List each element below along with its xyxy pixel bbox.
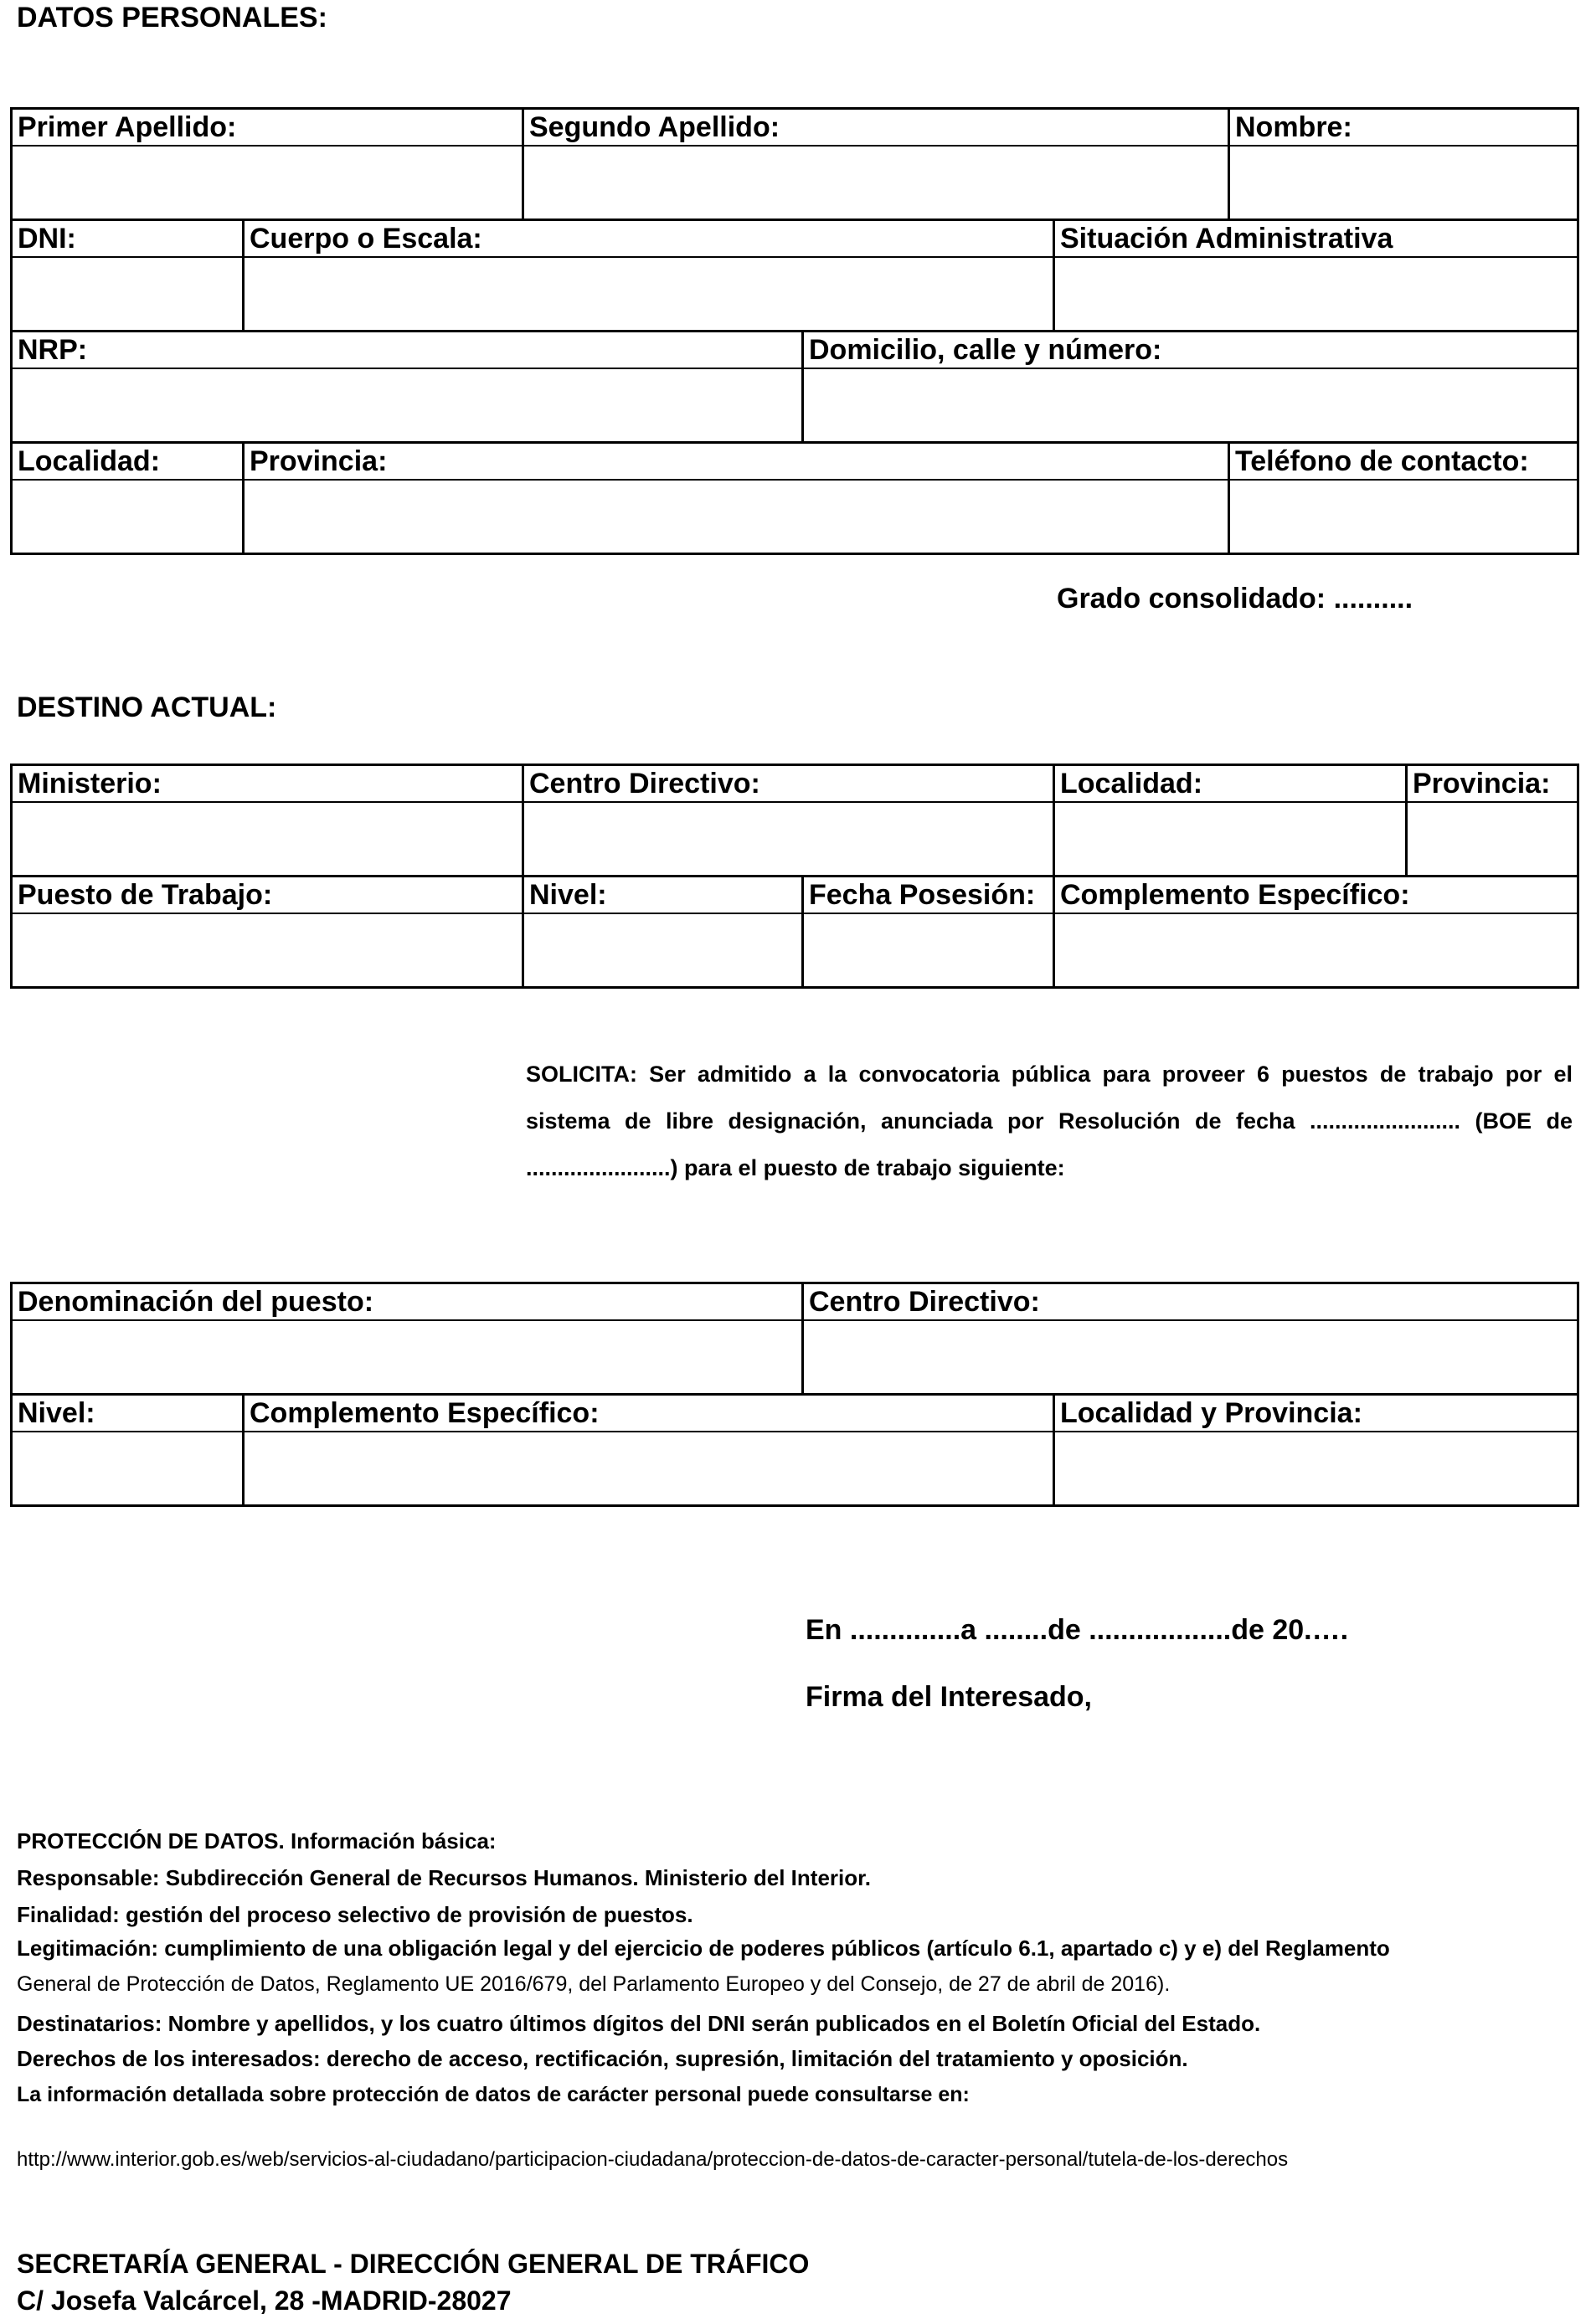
centro-directivo-label: Centro Directivo:	[522, 766, 1053, 801]
proteccion-datos-title: PROTECCIÓN DE DATOS. Información básica:	[17, 1828, 497, 1854]
proteccion-legitimacion-cont: General de Protección de Datos, Reglamento UE 2016/679, del Parlamento Europeo y del Consejo, de 27 de abril de 2016).	[17, 1972, 1171, 1996]
nrp-field[interactable]	[13, 369, 801, 441]
situacion-administrativa-field[interactable]	[1053, 258, 1577, 330]
nrp-label: NRP:	[18, 334, 88, 366]
localidad-field[interactable]	[13, 481, 242, 553]
telefono-label: Teléfono de contacto:	[1228, 444, 1577, 479]
table-row	[13, 803, 1577, 877]
proteccion-informacion: La información detallada sobre protección de datos de carácter personal puede consultarse en:	[17, 2083, 970, 2106]
table-row	[13, 147, 1577, 221]
nivel-label: Nivel:	[522, 877, 801, 913]
segundo-apellido-label: Segundo Apellido:	[522, 110, 1228, 145]
cuerpo-escala-label: Cuerpo o Escala:	[242, 221, 1053, 256]
ministerio-field[interactable]	[13, 803, 522, 875]
proteccion-finalidad: Finalidad: gestión del proceso selectivo de provisión de puestos.	[17, 1902, 693, 1927]
segundo-apellido-field[interactable]	[522, 147, 1228, 219]
ministerio-label: Ministerio:	[18, 768, 162, 800]
complemento-especifico-label: Complemento Específico:	[242, 1396, 1053, 1431]
nivel-field[interactable]	[522, 914, 801, 986]
complemento-especifico-field[interactable]	[242, 1432, 1053, 1504]
table-row	[13, 481, 1577, 553]
primer-apellido-label: Primer Apellido:	[18, 111, 237, 143]
nivel-field[interactable]	[13, 1432, 242, 1504]
table-row	[13, 332, 1577, 369]
dni-field[interactable]	[13, 258, 242, 330]
solicita-paragraph: SOLICITA: Ser admitido a la convocatoria pública para proveer 6 puestos de trabajo por el sistema de libre designación, anunciada por Resolución de fecha ........................ (BOE de .......................) para el puesto de trabajo siguiente:	[526, 1062, 1573, 1180]
table-row	[13, 258, 1577, 332]
centro-directivo-label: Centro Directivo:	[801, 1284, 1577, 1319]
proteccion-legitimacion: Legitimación: cumplimiento de una obligación legal y del ejercicio de poderes públicos (artículo 6.1, apartado c) y e) del Reglamento	[17, 1936, 1390, 1961]
destino-actual-heading: DESTINO ACTUAL:	[17, 692, 277, 723]
datos-personales-heading: DATOS PERSONALES:	[17, 2, 327, 33]
cuerpo-escala-field[interactable]	[242, 258, 1053, 330]
primer-apellido-field[interactable]	[13, 147, 522, 219]
puesto-solicitado-table	[10, 1282, 1579, 1507]
complemento-especifico-label: Complemento Específico:	[1053, 877, 1577, 913]
table-row	[13, 1396, 1577, 1432]
provincia-label: Provincia:	[1405, 766, 1577, 801]
table-row	[13, 914, 1577, 986]
centro-directivo-field[interactable]	[522, 803, 1053, 875]
localidad-provincia-field[interactable]	[1053, 1432, 1577, 1504]
table-row	[13, 1321, 1577, 1396]
denominacion-puesto-label: Denominación del puesto:	[18, 1286, 374, 1318]
table-row	[13, 1284, 1577, 1321]
nombre-field[interactable]	[1228, 147, 1577, 219]
puesto-trabajo-field[interactable]	[13, 914, 522, 986]
footer-organismo: SECRETARÍA GENERAL - DIRECCIÓN GENERAL DE TRÁFICO	[17, 2249, 810, 2279]
table-row	[13, 369, 1577, 444]
provincia-field[interactable]	[1405, 803, 1577, 875]
datos-personales-table	[10, 107, 1579, 555]
dni-label: DNI:	[18, 223, 76, 255]
proteccion-responsable: Responsable: Subdirección General de Recursos Humanos. Ministerio del Interior.	[17, 1865, 872, 1890]
table-row	[13, 221, 1577, 258]
provincia-label: Provincia:	[242, 444, 1228, 479]
grado-consolidado: Grado consolidado: ..........	[1057, 583, 1413, 614]
complemento-especifico-field[interactable]	[1053, 914, 1577, 986]
proteccion-derechos: Derechos de los interesados: derecho de acceso, rectificación, supresión, limitación del tratamiento y oposición.	[17, 2046, 1188, 2071]
destino-actual-table	[10, 764, 1579, 989]
provincia-field[interactable]	[242, 481, 1228, 553]
table-row	[13, 110, 1577, 147]
fecha-lugar-line: En ..............a ........de ..................de 20.….	[806, 1614, 1349, 1646]
fecha-posesion-label: Fecha Posesión:	[801, 877, 1053, 913]
table-row	[13, 877, 1577, 914]
localidad-label: Localidad:	[18, 445, 161, 477]
situacion-administrativa-label: Situación Administrativa	[1053, 221, 1577, 256]
nombre-label: Nombre:	[1228, 110, 1577, 145]
proteccion-destinatarios: Destinatarios: Nombre y apellidos, y los cuatro últimos dígitos del DNI serán publicados en el Boletín Oficial del Estado.	[17, 2011, 1261, 2036]
domicilio-label: Domicilio, calle y número:	[801, 332, 1577, 368]
telefono-field[interactable]	[1228, 481, 1577, 553]
firma-interesado-label: Firma del Interesado,	[806, 1681, 1092, 1713]
proteccion-url-link[interactable]: http://www.interior.gob.es/web/servicios-al-ciudadano/participacion-ciudadana/proteccion-de-datos-de-caracter-personal/tutela-de-los-derechos	[17, 2148, 1289, 2171]
table-row	[13, 444, 1577, 481]
localidad-provincia-label: Localidad y Provincia:	[1053, 1396, 1577, 1431]
table-row	[13, 1432, 1577, 1504]
puesto-trabajo-label: Puesto de Trabajo:	[18, 879, 273, 911]
table-row	[13, 766, 1577, 803]
denominacion-puesto-field[interactable]	[13, 1321, 801, 1393]
centro-directivo-field[interactable]	[801, 1321, 1577, 1393]
localidad-field[interactable]	[1053, 803, 1405, 875]
domicilio-field[interactable]	[801, 369, 1577, 441]
localidad-label: Localidad:	[1053, 766, 1405, 801]
fecha-posesion-field[interactable]	[801, 914, 1053, 986]
footer-direccion: C/ Josefa Valcárcel, 28 -MADRID-28027	[17, 2285, 512, 2316]
nivel-label: Nivel:	[18, 1397, 95, 1429]
